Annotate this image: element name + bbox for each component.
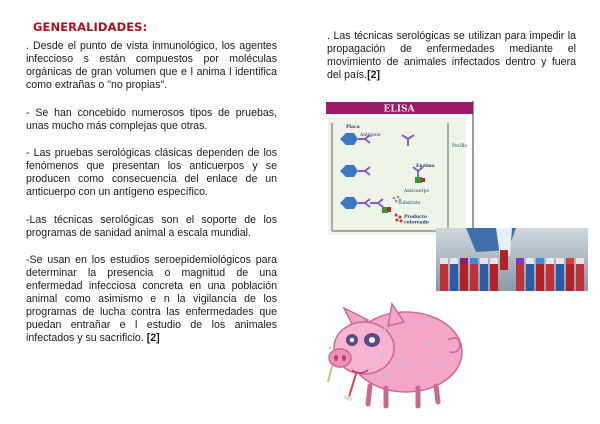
paragraph-seroepidemiology-text: -Se usan en los estudios seroepidemiológicos para determinar la presencia o magnitud de una enfermedad infecciosa concreta en una población animal como asimismo e n la vigilancia de los programas de lucha contra las enfermedades que puedan entrañar e l estudio de los animales infectados y su sacrificio.	[26, 254, 277, 344]
paragraph-seroepidemiology	[26, 254, 277, 345]
reference-citation-right: [2]	[367, 69, 381, 81]
label-well: Pocillo	[452, 144, 468, 149]
elisa-title: ELISA	[383, 104, 415, 115]
label-product-1: Producto	[404, 215, 427, 220]
paragraph-disease-spread	[327, 30, 576, 82]
label-substrate: Substrato	[398, 201, 421, 206]
sick-pig-illustration	[322, 296, 472, 412]
label-antibody: Anticuerpo	[404, 189, 430, 194]
left-column	[26, 40, 277, 360]
label-enzyme: Enzima	[416, 164, 435, 169]
section-heading: GENERALIDADES:	[33, 20, 148, 34]
paragraph-disease-spread-text: . Las técnicas serológicas se utilizan para impedir la propagación de enfermedades mediante el movimiento de animales infectados dentro y fuera del país.	[327, 30, 576, 81]
label-plate: Placa	[346, 125, 360, 130]
label-product-2: coloreado	[404, 220, 429, 226]
label-antigen: Antígeno	[360, 133, 381, 138]
paragraph-animal-health: -Las técnicas serológicas son el soporte de los programas de sanidad animal a escala mundial.	[26, 213, 277, 239]
paragraph-classic-tests: - Las pruebas serológicas clásicas dependen de los fenómenos que presentan los anticuerpos y se producen como consecuencia del enlace de un anticuerpo con un antígeno específico.	[26, 147, 277, 198]
paragraph-immunology: . Desde el punto de vista inmunológico, los agentes infeccioso s están compuestos por moléculas orgánicas de gran volumen que e l anima l identifica como extrañas o "no propias".	[26, 40, 277, 91]
blood-tubes-photo	[436, 228, 588, 291]
elisa-diagram	[326, 101, 476, 242]
right-column	[327, 30, 576, 82]
paragraph-test-types: - Se han concebido numerosos tipos de pruebas, unas mucho más complejas que otras.	[26, 106, 277, 132]
reference-citation: [2]	[146, 332, 160, 344]
